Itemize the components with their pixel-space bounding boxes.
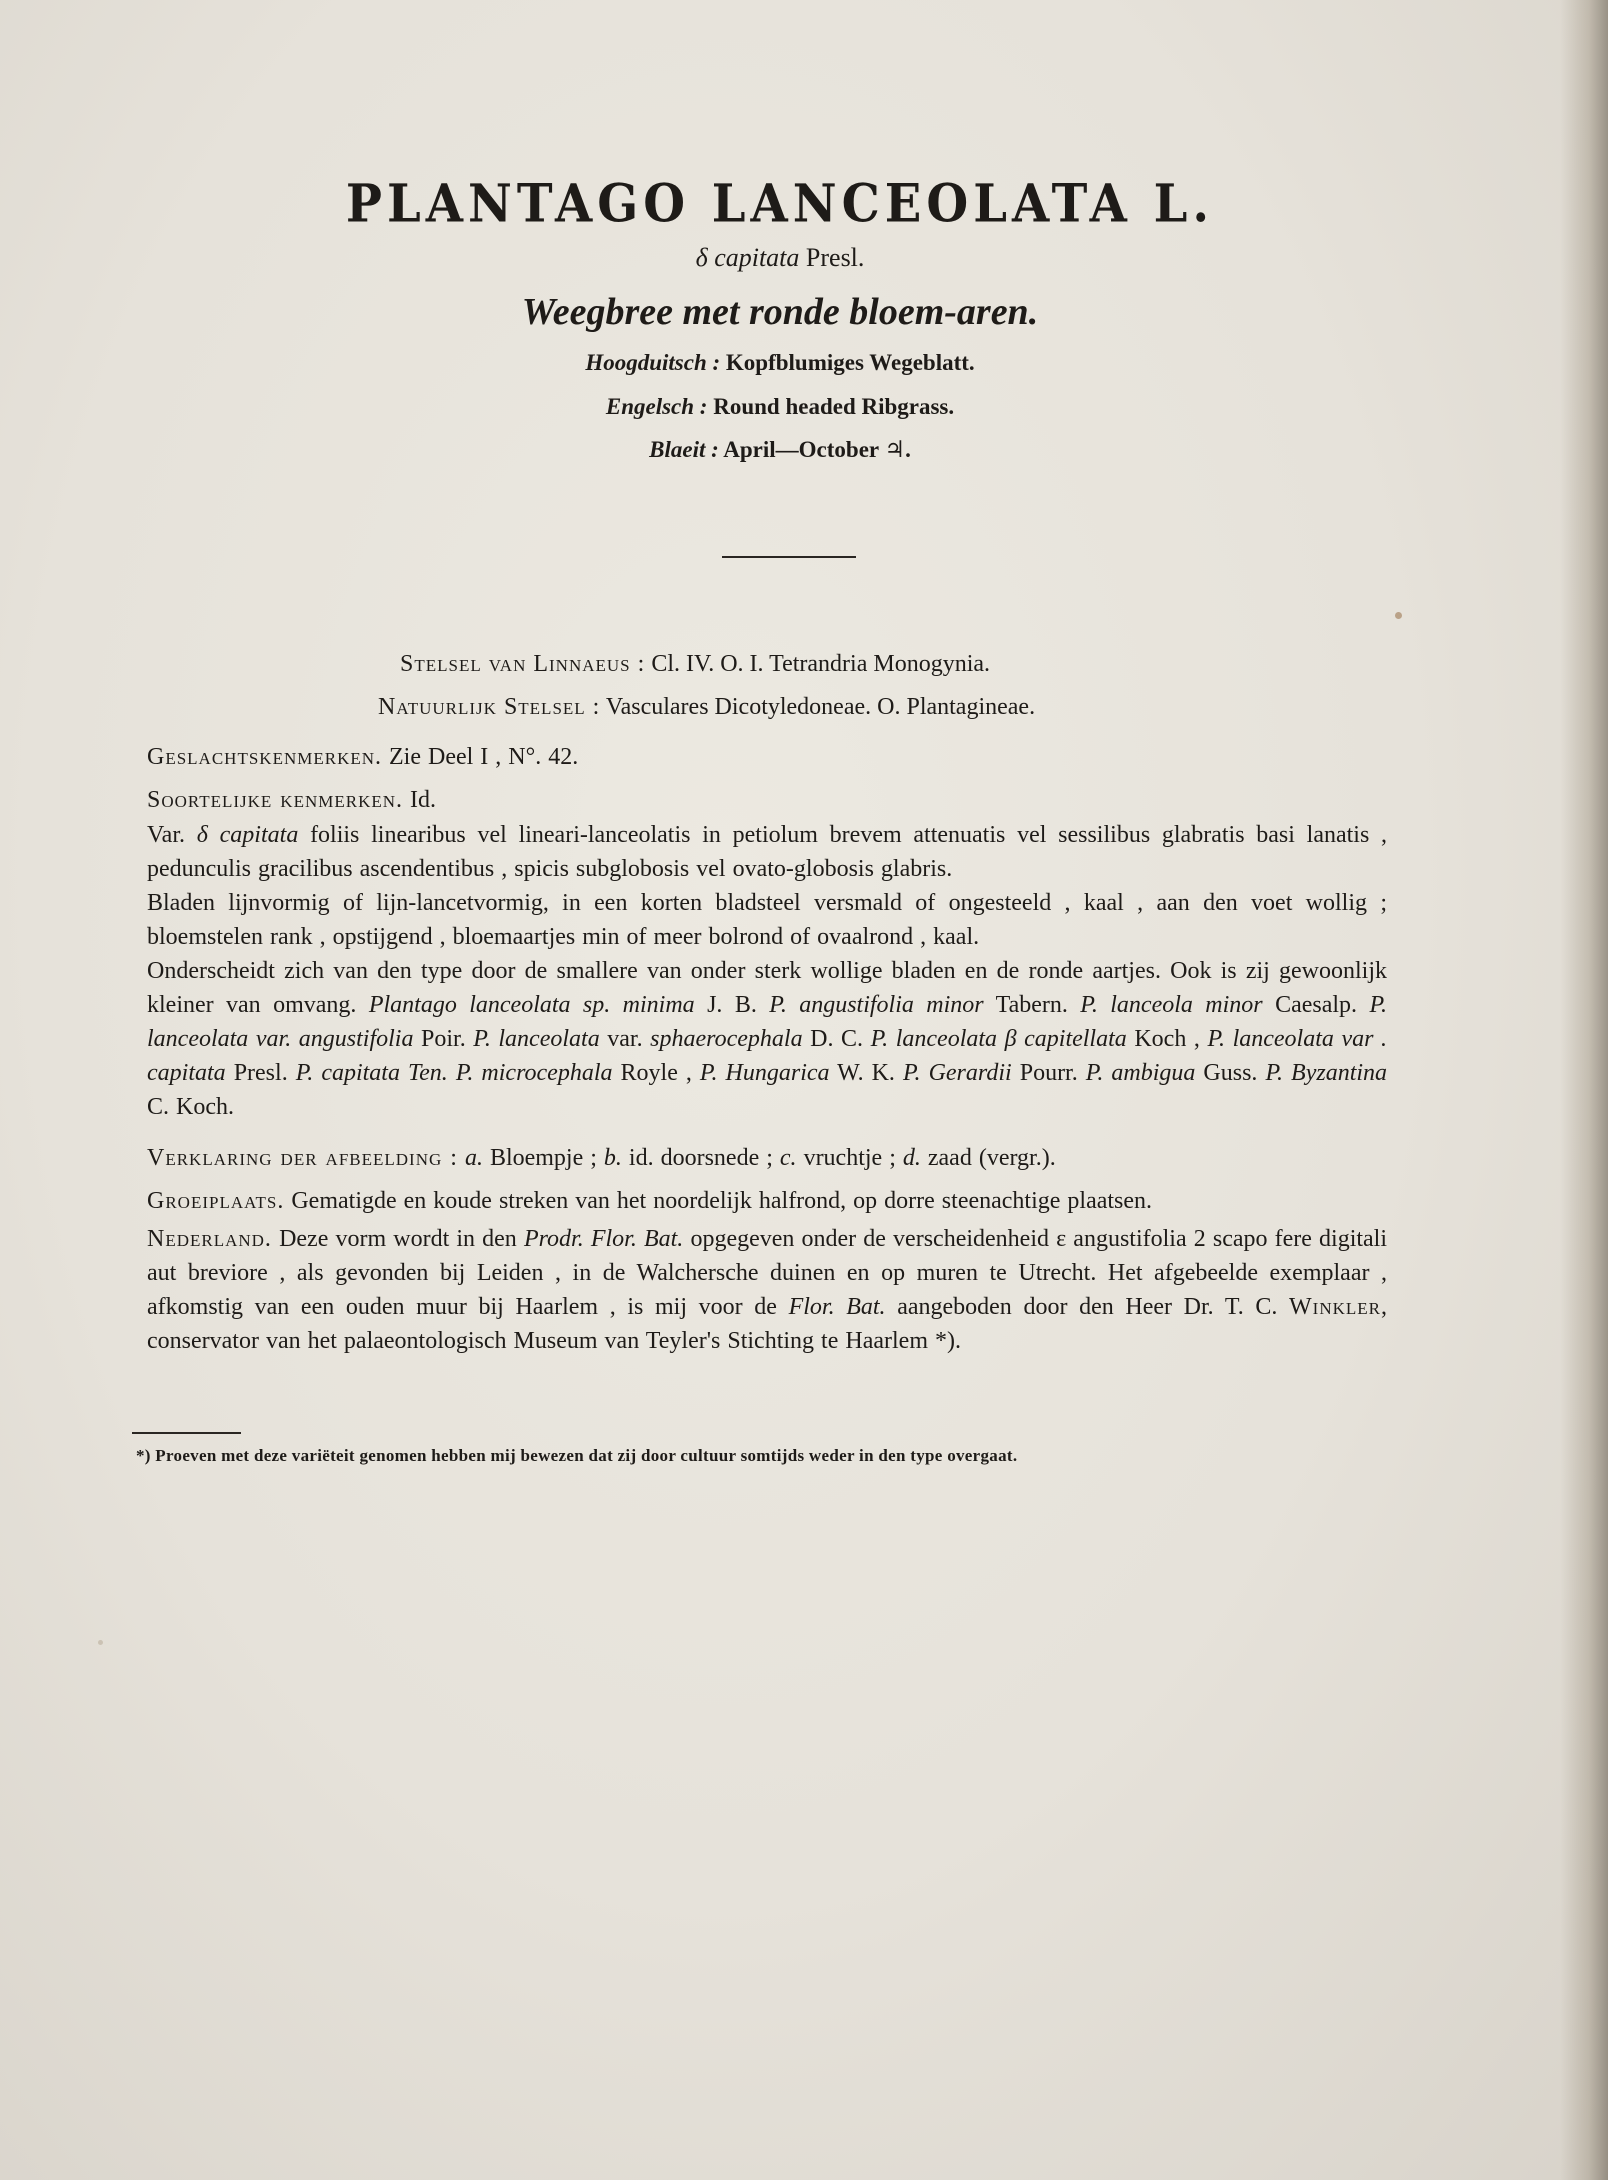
netherlands-paragraph <box>147 1222 1387 1358</box>
linnaeus-value: Cl. IV. O. I. Tetrandria Monogynia. <box>651 651 991 677</box>
person-name: Winkler <box>1289 1294 1381 1320</box>
var-symbol: δ <box>196 822 208 848</box>
distinction-paragraph <box>147 954 1387 1124</box>
page-title: PLANTAGO LANCEOLATA L. <box>345 173 1215 235</box>
synonym-author: Pourr. <box>1019 1060 1078 1086</box>
synonym-name: P. lanceola minor <box>1080 992 1263 1018</box>
species-characters-label: Soortelijke kenmerken. <box>147 787 404 813</box>
english-label: Engelsch : <box>605 394 708 419</box>
german-name: Kopfblumiges Wegeblatt. <box>725 350 975 375</box>
figure-explanation-label: Verklaring der afbeelding : <box>147 1145 458 1171</box>
synonym-author: Presl. <box>233 1060 288 1086</box>
linnaeus-label: Stelsel van Linnaeus : <box>400 651 646 677</box>
figure-key-b-text: id. doorsnede ; <box>628 1145 773 1171</box>
genus-characters-text: Zie Deel I , N°. 42. <box>389 744 579 770</box>
synonym-name: P. Byzantina <box>1265 1060 1388 1086</box>
variety-line <box>0 243 1560 273</box>
synonym-name: P. capitata Ten. P. microcephala <box>295 1060 613 1086</box>
synonym-author: D. C. <box>810 1026 864 1052</box>
figure-key-c-text: vruchtje ; <box>803 1145 896 1171</box>
bloom-line <box>0 436 1560 463</box>
synonym-name: P. lanceolata var. angustifolia <box>147 992 1388 1052</box>
footnote: *) Proeven met deze variëteit genomen hebben mij bewezen dat zij door cultuur somtijds weder in den type overgaat. <box>136 1446 1018 1465</box>
bloom-label: Blaeit : <box>649 437 719 462</box>
habitat-paragraph <box>147 1184 1387 1218</box>
german-label: Hoogduitsch : <box>585 350 721 375</box>
figure-key-a-text: Bloempje ; <box>489 1145 597 1171</box>
synonym-author: Guss. <box>1203 1060 1258 1086</box>
synonym-author: C. Koch. <box>147 1094 234 1120</box>
synonym-name: P. Hungarica <box>699 1060 830 1086</box>
netherlands-text: aangeboden door den Heer Dr. T. C. <box>897 1294 1278 1320</box>
var-text: foliis linearibus vel lineari-lanceolatis in petiolum brevem attenuatis vel sessilibus glabratis basi lanatis , pedunculis gracilibus ascendentibus , spicis subglobosis vel ovato-globosis glabris. <box>147 822 1388 882</box>
synonym-author: J. B. <box>707 992 757 1018</box>
variety-symbol: δ <box>695 243 708 272</box>
synonym-author: var. <box>607 1026 643 1052</box>
distinction-text: Onderscheidt zich van den type door de smallere van onder sterk wollige bladen en de ronde aartjes. Ook is zij gewoonlijk kleiner van omvang. <box>147 958 1387 1018</box>
species-characters-paragraph <box>147 783 1387 817</box>
english-name-line <box>0 394 1560 420</box>
synonym-author: Poir. <box>421 1026 466 1052</box>
center-divider <box>722 556 856 558</box>
synonym-name: P. lanceolata var . capitata <box>147 1026 1388 1086</box>
natural-system-line <box>378 694 1035 721</box>
genus-characters-paragraph <box>147 740 1387 774</box>
leaves-description-paragraph: Bladen lijnvormig of lijn-lancetvormig, in een korten bladsteel versmald of ongesteeld , kaal , aan den voet wollig ; bloemstelen rank , opstijgend , bloemaartjes min of meer bolrond of ovaalrond , kaal. <box>147 890 1387 950</box>
var-label: Var. <box>147 822 185 848</box>
common-name: Weegbree met ronde bloem-aren. <box>521 291 1039 333</box>
synonym-name: P. angustifolia minor <box>769 992 984 1018</box>
habitat-text: Gematigde en koude streken van het noordelijk halfrond, op dorre steenachtige plaatsen. <box>291 1188 1153 1214</box>
netherlands-label: Nederland. <box>147 1226 272 1252</box>
habitat-label: Groeiplaats. <box>147 1188 285 1214</box>
page-edge-shadow <box>1560 0 1608 2180</box>
footnote-divider <box>132 1432 241 1434</box>
natural-value: Vasculares Dicotyledoneae. O. Plantagineae. <box>605 694 1036 720</box>
figure-key-b: b. <box>603 1145 622 1171</box>
natural-label: Natuurlijk Stelsel : <box>378 694 601 720</box>
foxing-spot <box>98 1640 103 1645</box>
bloom-period: April—October ♃. <box>723 437 911 462</box>
figure-key-c: c. <box>779 1145 797 1171</box>
synonym-name: sphaerocephala <box>650 1026 803 1052</box>
genus-characters-label: Geslachtskenmerken. <box>147 744 383 770</box>
synonym-author: Caesalp. <box>1275 992 1358 1018</box>
synonym-author: Koch , <box>1134 1026 1200 1052</box>
synonym-name: P. Gerardii <box>902 1060 1012 1086</box>
german-name-line <box>0 350 1560 376</box>
netherlands-text: , conservator van het palaeontologisch Museum van Teyler's Stichting te Haarlem *). <box>147 1294 1387 1354</box>
var-name: capitata <box>219 822 299 848</box>
english-name: Round headed Ribgrass. <box>713 394 955 419</box>
variety-author: Presl. <box>805 243 865 272</box>
foxing-spot <box>1395 612 1402 619</box>
species-characters-text: Id. <box>410 787 437 813</box>
synonym-name: P. ambigua <box>1085 1060 1196 1086</box>
figure-key-a: a. <box>464 1145 483 1171</box>
linnaeus-system-line <box>400 651 990 678</box>
figure-key-d: d. <box>902 1145 921 1171</box>
figure-key-d-text: zaad (vergr.). <box>927 1145 1056 1171</box>
synonym-author: W. K. <box>837 1060 895 1086</box>
synonym-name: P. lanceolata β capitellata <box>870 1026 1127 1052</box>
synonym-author: Royle , <box>620 1060 692 1086</box>
reference-title: Prodr. Flor. Bat. <box>523 1226 684 1252</box>
netherlands-text: Deze vorm wordt in den <box>279 1226 517 1252</box>
synonym-author: Tabern. <box>995 992 1068 1018</box>
variety-description-paragraph <box>147 818 1387 886</box>
synonym-name: P. lanceolata <box>473 1026 600 1052</box>
variety-name: capitata <box>714 243 800 272</box>
reference-title: Flor. Bat. <box>788 1294 886 1320</box>
synonym-name: Plantago lanceolata sp. minima <box>368 992 695 1018</box>
netherlands-text: opgegeven onder de verscheidenheid ε angustifolia 2 scapo fere digitali aut breviore , als gevonden bij Leiden , in de Walchersche duinen en op muren te Utrecht. Het afgebeelde exemplaar , afkomstig van een ouden muur bij Haarlem , is mij voor de <box>147 1226 1388 1320</box>
figure-explanation-paragraph <box>147 1141 1387 1175</box>
